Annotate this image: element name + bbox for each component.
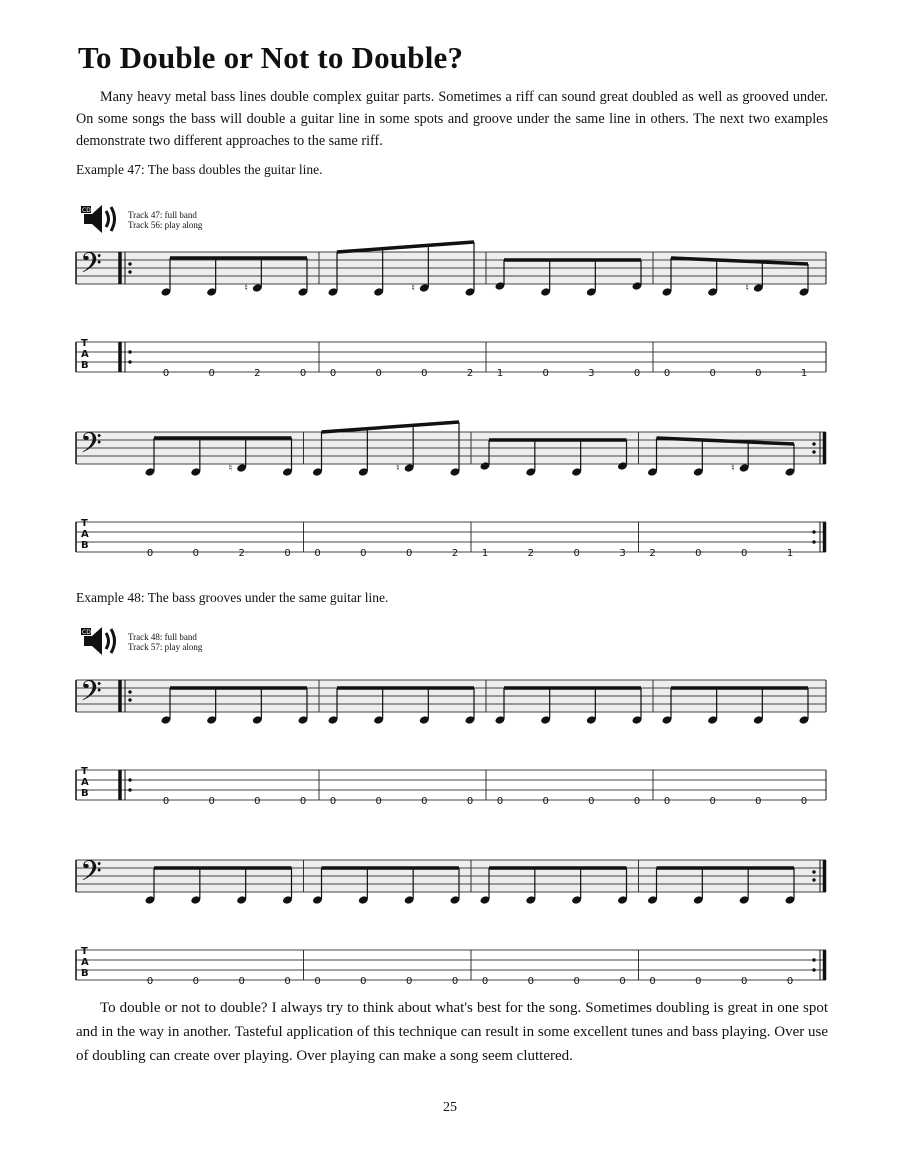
tab-label: A — [81, 957, 89, 968]
tab-fret-number: 0 — [284, 976, 291, 987]
tab-label: T — [81, 946, 88, 957]
tab-fret-number: 0 — [329, 796, 337, 807]
tab-fret-number: 0 — [192, 976, 200, 987]
tab-label: A — [81, 777, 89, 788]
example-48-caption: Example 48: The bass grooves under the same guitar line. — [76, 590, 389, 605]
tab-fret-number: 0 — [481, 976, 489, 987]
bass-clef: 𝄢 — [80, 247, 102, 287]
tab-fret-number: 0 — [786, 976, 794, 987]
tab-fret-number: 0 — [573, 976, 580, 987]
speaker-icon — [80, 622, 120, 658]
tab-fret-number: 1 — [800, 368, 808, 379]
tab-fret-number: 0 — [405, 548, 413, 559]
bass-clef: 𝄢 — [80, 675, 102, 715]
tab-fret-number: 1 — [481, 548, 489, 559]
natural-sign: ♮ — [411, 283, 415, 294]
tab-fret-number: 0 — [329, 368, 337, 379]
example-48-system-1 — [74, 670, 826, 810]
svg-text:CD: CD — [82, 629, 91, 636]
bass-clef: 𝄢 — [80, 855, 102, 895]
tab-fret-number: 0 — [192, 548, 200, 559]
tab-fret-number: 0 — [314, 548, 321, 559]
tab-fret-number: 0 — [619, 976, 626, 987]
tab-fret-number: 1 — [786, 548, 794, 559]
speaker-icon — [80, 200, 120, 236]
tab-fret-number: 2 — [451, 548, 459, 559]
tab-fret-number: 0 — [527, 976, 535, 987]
tab-fret-number: 0 — [208, 796, 215, 807]
tab-fret-number: 3 — [588, 368, 595, 379]
tab-fret-number: 0 — [284, 548, 291, 559]
intro-paragraph: Many heavy metal bass lines double complex guitar parts. Sometimes a riff can sound great doubled as well as grooved under. On some songs the bass will double a guitar line in some spots and groove under the same line in others. The next two examples demonstrate two different approaches to the same riff. — [76, 89, 828, 149]
tab-fret-number: 0 — [146, 548, 154, 559]
tab-fret-number: 0 — [208, 368, 215, 379]
tab-fret-number: 0 — [709, 796, 716, 807]
natural-sign: ♮ — [244, 283, 248, 294]
tab-fret-number: 0 — [755, 368, 762, 379]
svg-text:CD: CD — [82, 207, 91, 214]
tab-fret-number: 0 — [663, 368, 671, 379]
tab-fret-number: 0 — [360, 976, 367, 987]
tab-fret-number: 0 — [421, 368, 428, 379]
natural-sign: ♮ — [745, 283, 749, 294]
tab-fret-number: 0 — [633, 368, 641, 379]
tab-fret-number: 0 — [162, 368, 170, 379]
tab-fret-number: 2 — [649, 548, 656, 559]
tab-fret-number: 0 — [496, 796, 504, 807]
tab-fret-number: 0 — [663, 796, 671, 807]
tab-label: T — [81, 338, 88, 349]
tab-fret-number: 0 — [162, 796, 170, 807]
tab-fret-number: 2 — [254, 368, 261, 379]
track-play-along-label: Track 56: play along — [128, 220, 203, 230]
tab-label: B — [81, 968, 89, 979]
tab-fret-number: 3 — [619, 548, 626, 559]
tab-fret-number: 0 — [254, 796, 261, 807]
tab-fret-number: 0 — [755, 796, 762, 807]
tab-fret-number: 2 — [466, 368, 474, 379]
tab-fret-number: 0 — [375, 796, 382, 807]
tab-fret-number: 2 — [527, 548, 535, 559]
page-title: To Double or Not to Double? — [78, 40, 464, 75]
tab-label: T — [81, 518, 88, 529]
tab-fret-number: 0 — [405, 976, 413, 987]
tab-fret-number: 0 — [360, 548, 367, 559]
track-play-along-label: Track 57: play along — [128, 642, 203, 652]
outro-paragraph: To double or not to double? I always try to think about what's best for the song. Sometimes doubling is great in one spot and in the way in another. Tasteful application of this technique can result in some excellent tunes and bass playing. Over use of doubling can create over playing. Over playing can make a song seem cluttered. — [76, 1000, 828, 1064]
tab-label: T — [81, 766, 88, 777]
tab-fret-number: 0 — [588, 796, 595, 807]
tab-fret-number: 1 — [496, 368, 504, 379]
tab-fret-number: 0 — [649, 976, 656, 987]
tab-fret-number: 0 — [695, 976, 702, 987]
track-full-band-label: Track 48: full band — [128, 632, 197, 642]
tab-fret-number: 0 — [740, 976, 748, 987]
tab-fret-number: 0 — [238, 976, 245, 987]
tab-fret-number: 0 — [375, 368, 382, 379]
tab-label: B — [81, 360, 89, 371]
tab-fret-number: 0 — [299, 796, 307, 807]
tab-label: A — [81, 529, 89, 540]
tab-fret-number: 0 — [542, 368, 549, 379]
example-48-audio[interactable] — [80, 622, 330, 662]
bass-clef: 𝄢 — [80, 427, 102, 467]
natural-sign: ♮ — [731, 463, 735, 474]
example-47-system-2 — [74, 422, 826, 562]
tab-label: B — [81, 540, 89, 551]
tab-fret-number: 0 — [573, 548, 580, 559]
tab-fret-number: 0 — [146, 976, 154, 987]
track-full-band-label: Track 47: full band — [128, 210, 197, 220]
tab-fret-number: 2 — [238, 548, 245, 559]
tab-fret-number: 0 — [740, 548, 748, 559]
tab-fret-number: 0 — [421, 796, 428, 807]
tab-fret-number: 0 — [695, 548, 702, 559]
tab-fret-number: 0 — [542, 796, 549, 807]
tab-fret-number: 0 — [299, 368, 307, 379]
example-48-system-2 — [74, 850, 826, 990]
tab-fret-number: 0 — [800, 796, 808, 807]
page-number: 25 — [443, 1100, 457, 1115]
tab-fret-number: 0 — [466, 796, 474, 807]
example-47-system-1 — [74, 242, 826, 382]
tab-label: A — [81, 349, 89, 360]
tab-fret-number: 0 — [314, 976, 321, 987]
example-47-audio[interactable] — [80, 200, 330, 240]
natural-sign: ♮ — [396, 463, 400, 474]
natural-sign: ♮ — [228, 463, 233, 474]
tab-fret-number: 0 — [451, 976, 459, 987]
tab-fret-number: 0 — [633, 796, 641, 807]
tab-label: B — [81, 788, 89, 799]
example-47-caption: Example 47: The bass doubles the guitar line. — [76, 162, 323, 177]
tab-fret-number: 0 — [709, 368, 716, 379]
